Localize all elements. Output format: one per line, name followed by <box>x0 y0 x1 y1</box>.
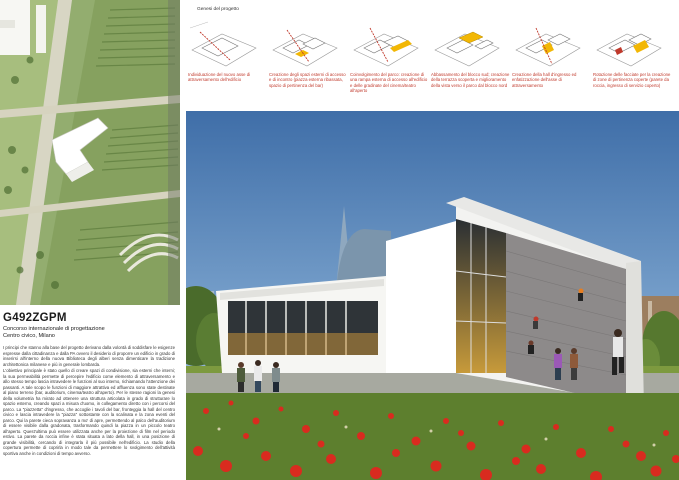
description-paragraph: I principi che stanno alla base del progetto derivano dalla volontà di soddisfare le esigenze espresse dalla cittadinanza e dalla PA ovvero il desiderio di proporre un edificio in grado di inserirsi all'interno della nuova Biblioteca degli alberi senza dimenticare la tradizione architettonica milanese e più in generale lombarda. <box>3 345 175 367</box>
genesis-step <box>593 20 673 88</box>
genesis-step <box>512 20 592 88</box>
axonometric-diagram <box>512 20 584 68</box>
genesis-step <box>269 20 349 88</box>
project-info <box>3 312 175 457</box>
aerial-site-plan <box>0 0 180 305</box>
genesis-step-caption: Coinvolgimento del parco: creazione di una rampa esterna di accesso all'edificio e delle gradinate del cinema/teatro all'aperto <box>350 72 428 94</box>
axonometric-diagram <box>431 20 503 68</box>
description-paragraph: L'obiettivo principale è stato quello di creare spazi di condivisione, sia esterni che interni; la sua permeabilità permette di percepire l'edificio come elemento di attraversamento e allo stesso tempo lascia intravedere le funzioni al suo interno, richiamando l'attenzione dei passanti. A tale scopo le funzioni di maggiore attrattiva ed affluenza sono state destinate al piano terreno (bar, auditorium, cinema/teatro all'aperto). Per le stesse ragioni la genesi della volumetria ha mirato ad ottenere una struttura articolata in grado di strutturare lo spazio esterno, creando spazi a misura d'uomo, in collegamento diretto con i percorsi del parco. La "piazzetta" d'ingresso, che accoglie i tavoli del bar, fronteggia la hall del centro civico e lascia intravedere la "piazza" sottostante con la scalinata e la zona eventi del parco. Qui la parete cieca sopravanza a mo' di apre, permettendo al palco dell'auditorium di essere visibile dalla gradonata, trasformando quindi la piazza in un piccolo teatro all'aperto. Quest'ultima può essere utilizzata anche per la proiezione di film nel periodo estivo. La parete da roccia infine è stata situata a lato della hall, in una posizione di grande visibilità, cercando di integrarla il più possibile nell'edificio. La studio della copertura permette di coprirla in modo tale da permettere lo svolgimento dell'attività sportiva anche in condizioni di tempo avverso. <box>3 368 175 456</box>
genesis-step <box>188 20 268 83</box>
project-code: G492ZGPM <box>3 312 67 324</box>
axonometric-diagram <box>188 20 260 68</box>
genesis-step-caption: Individuazione del nuovo asse di attraversamento dell'edificio <box>188 72 251 83</box>
genesis-step-caption: Abbassamento del blocco sud; creazione della terrazza scoperta e miglioramento della vista verso il parco dal blocco nord <box>431 72 510 88</box>
project-location: Centro civico, Milano <box>3 333 55 339</box>
axonometric-diagram <box>350 20 422 68</box>
project-genesis-strip <box>188 7 678 107</box>
genesis-step <box>350 20 430 94</box>
axonometric-diagram <box>593 20 665 68</box>
axonometric-diagram <box>269 20 341 68</box>
genesis-step-caption: Creazione della hall d'ingresso ed enfatizzazione dell'asse di attraversamento <box>512 72 577 88</box>
site-plan-graphic <box>0 0 180 305</box>
genesis-step-caption: Rotazione delle facciate per la creazione di zone di pertinenza coperte (parete da roccia, ingresso di servizio coperto) <box>593 72 671 88</box>
genesis-step <box>431 20 511 88</box>
civic-center-render <box>186 111 679 480</box>
architectural-render <box>186 111 679 480</box>
competition-title: Concorso internazionale di progettazione <box>3 326 105 332</box>
genesis-title: Genesi del progetto <box>197 7 239 12</box>
genesis-step-caption: Creazione degli spazi esterni di accesso e di incontro (piazza esterna ribassata, spazio di pertinenza del bar) <box>269 72 346 88</box>
project-description <box>3 345 175 456</box>
